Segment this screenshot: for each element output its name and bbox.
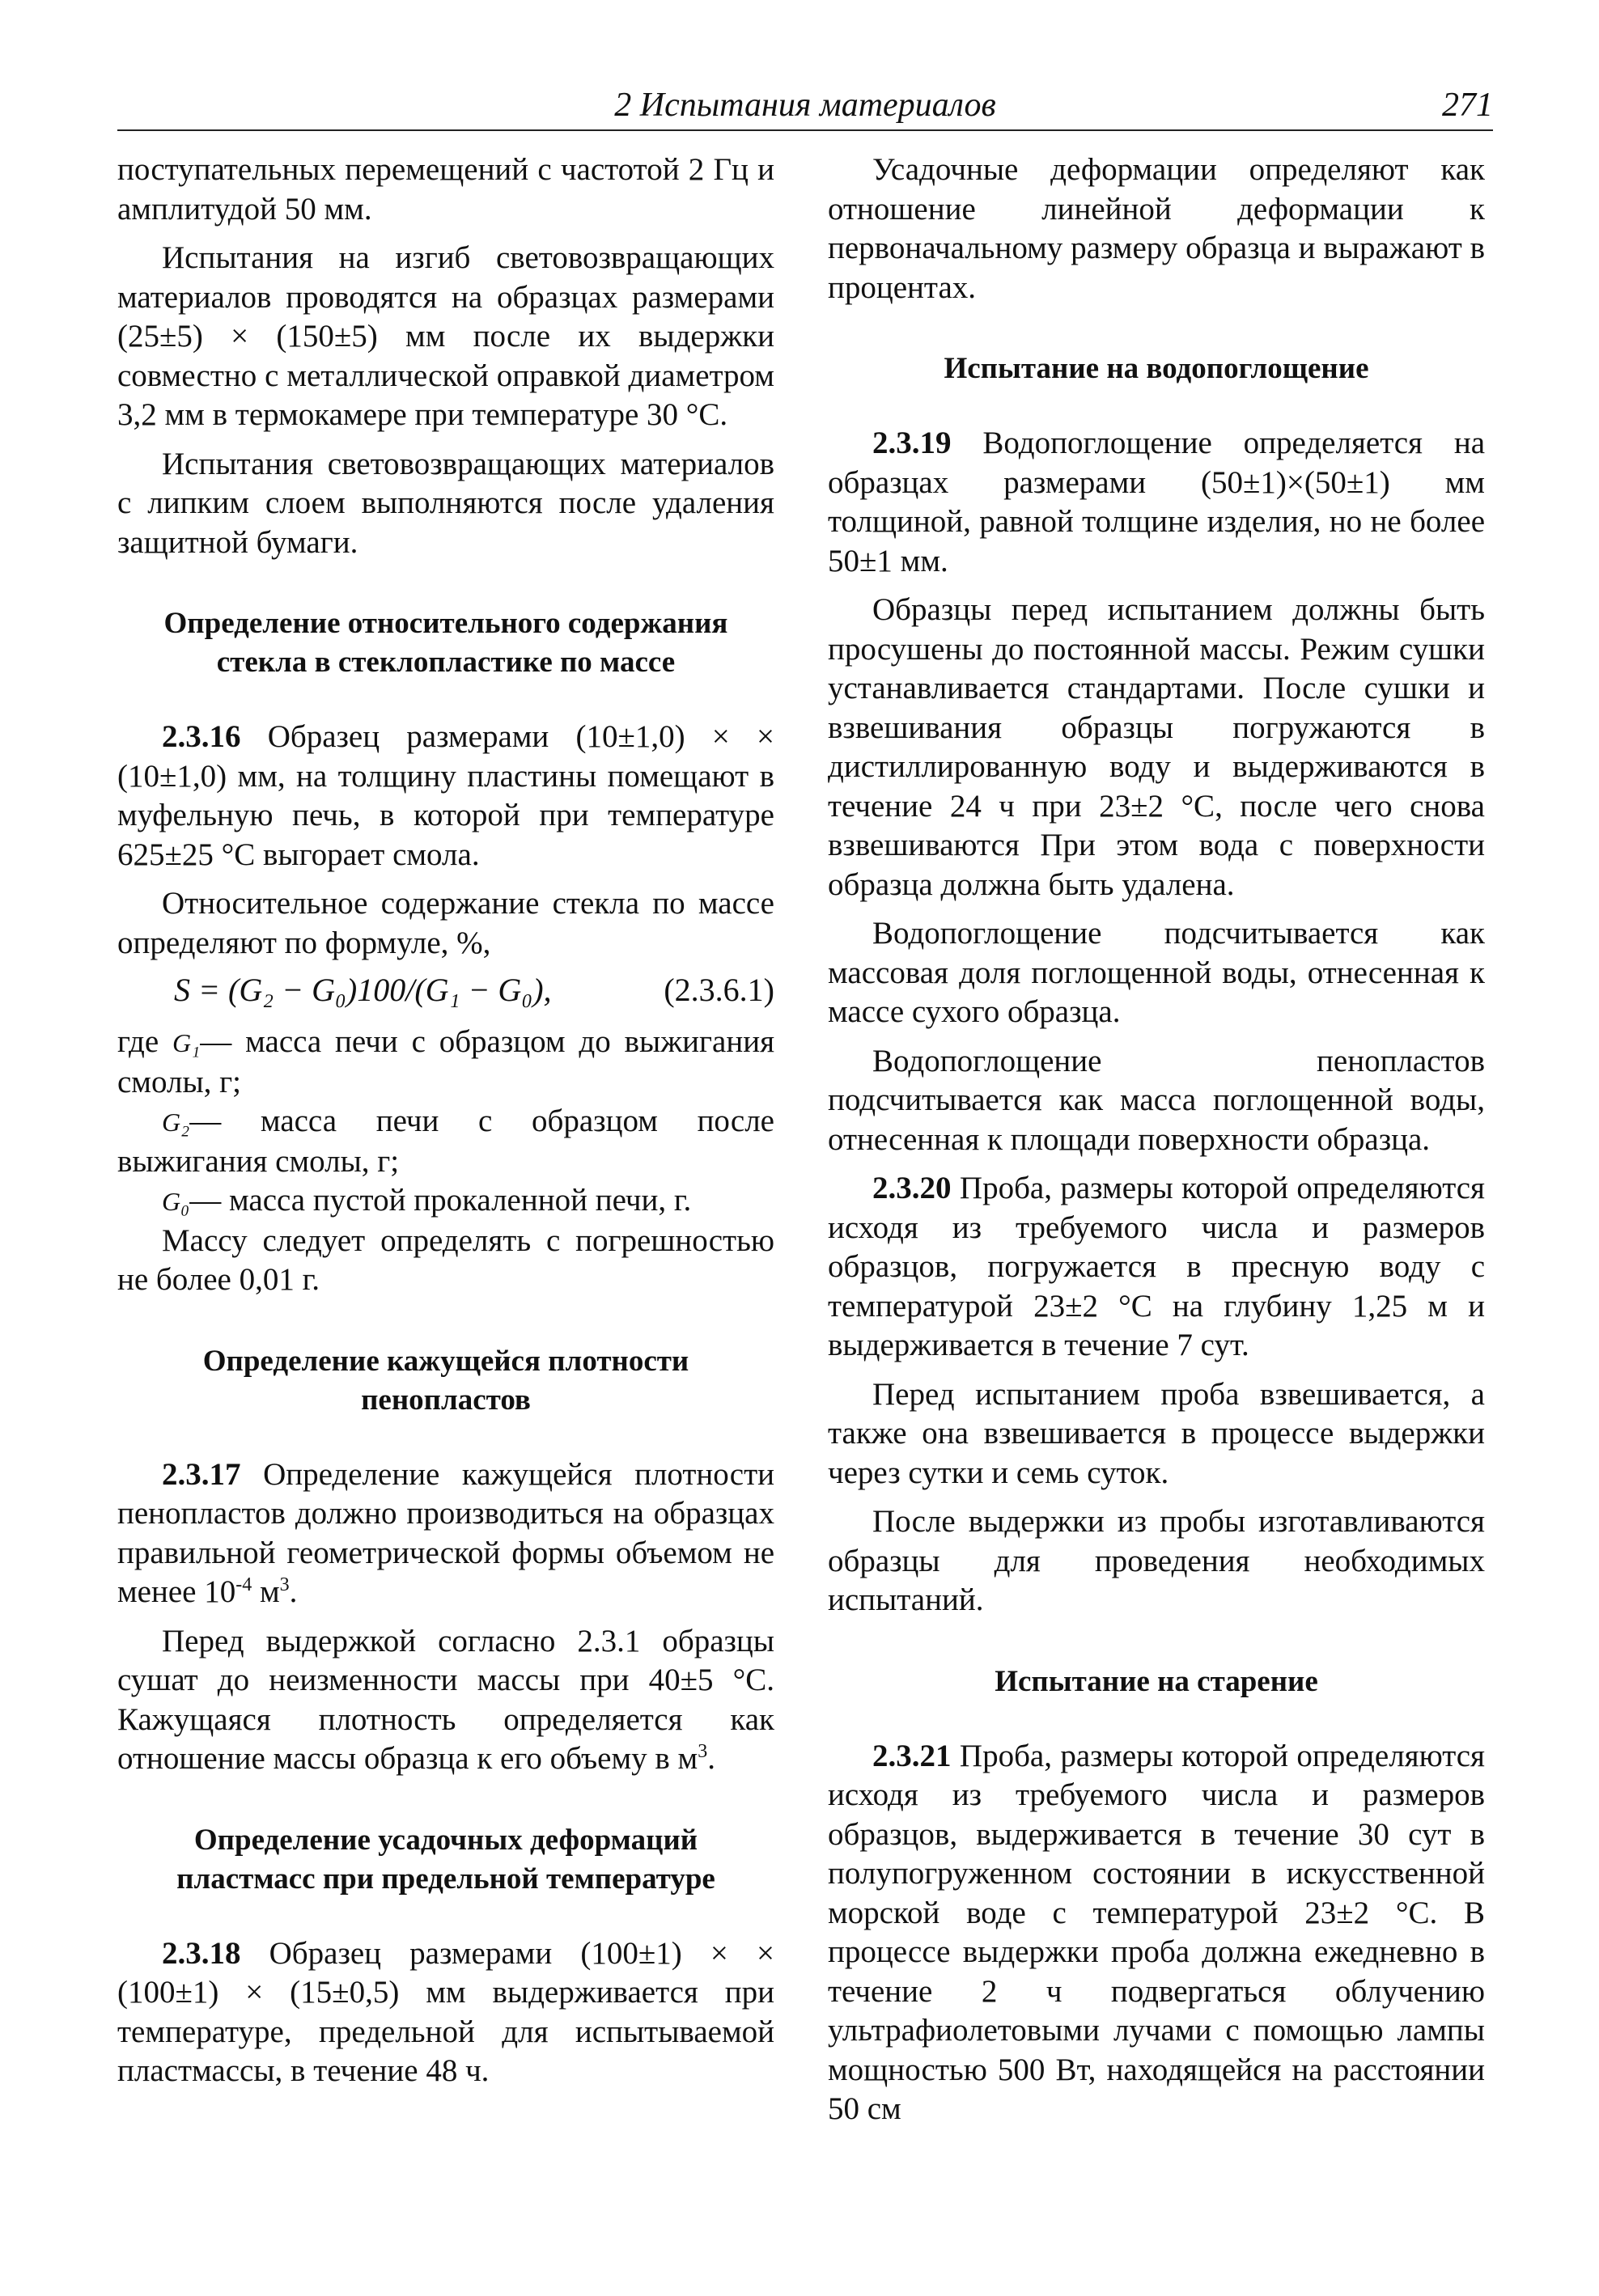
variable-symbol: G₀ bbox=[162, 1187, 190, 1216]
heading-line: пластмасс при предельной температуре bbox=[176, 1862, 715, 1896]
heading-line: пенопластов bbox=[361, 1383, 531, 1417]
paragraph-drying bbox=[117, 1622, 774, 1779]
clause-number: 2.3.18 bbox=[162, 1935, 241, 1971]
section-heading-aging bbox=[828, 1663, 1485, 1701]
period: . bbox=[707, 1741, 715, 1776]
paragraph-text: Перед выдержкой согласно 2.3.1 образцы сушат до неизменности массы при 40±5 °С. Кажущаяся плотность определяется как отношение массы образца к его объему в м bbox=[117, 1623, 774, 1776]
paragraph-drying-procedure: Образцы перед испытанием должны быть просушены до постоянной массы. Режим сушки устанавливается стандартами. После сушки и взвешивания образцы погружаются в дистиллированную воду и выдерживаются в течение 24 ч при 23±2 °С, после чего снова взвешиваются При этом вода с поверхности образца должна быть удалена. bbox=[828, 592, 1485, 902]
clause-text: Определение кажущейся плотности пенопластов должно производиться на образцах правильной геометрической формы объемом не менее 10 bbox=[117, 1456, 774, 1609]
definition-g1 bbox=[117, 1023, 774, 1102]
definition-text: — масса пустой прокаленной печи, г. bbox=[189, 1183, 692, 1218]
running-title: 2 Испытания материалов bbox=[614, 87, 996, 124]
paragraph-2-3-16 bbox=[117, 718, 774, 875]
clause-text: Водопоглощение определяется на образцах размерами (50±1)×(50±1) мм толщиной, равной толщине изделия, но не более 50±1 мм. bbox=[828, 426, 1485, 578]
heading-line: Определение кажущейся плотности bbox=[202, 1344, 689, 1378]
paragraph-2-3-20 bbox=[828, 1169, 1485, 1366]
paragraph-continuation: поступательных перемещений с частотой 2 Гц и амплитудой 50 мм. bbox=[117, 152, 774, 227]
heading-line: Испытание на старение bbox=[995, 1664, 1318, 1698]
paragraph-absorption-calc: Водопоглощение подсчитывается как массовая доля поглощенной воды, отнесенная к массе сухого образца. bbox=[828, 916, 1485, 1029]
heading-line: Испытание на водопоглощение bbox=[944, 352, 1369, 385]
clause-text: Проба, размеры которой определяются исходя из требуемого числа и размеров образцов, выдерживается в течение 30 сут в полупогруженном состоянии в искусственной морской воде с температурой 23±2 °С. В процессе выдержки проба должна ежедневно в течение 2 ч подвергаться облучению ультрафиолетовыми лучами с помощью лампы мощностью 500 Вт, находящейся на расстоянии 50 см bbox=[828, 1738, 1485, 2126]
section-heading-apparent-density bbox=[117, 1342, 774, 1420]
section-heading-glass-content bbox=[117, 604, 774, 682]
paragraph-relative-content: Относительное содержание стекла по массе определяют по формуле, %, bbox=[117, 886, 774, 960]
right-column bbox=[828, 150, 1485, 2139]
heading-line: Определение усадочных деформаций bbox=[193, 1823, 698, 1857]
paragraph-shrinkage-def: Усадочные деформации определяют как отношение линейной деформации к первоначальному размеру образца и выражают в процентах. bbox=[828, 152, 1485, 305]
paragraph-2-3-18 bbox=[117, 1934, 774, 2091]
paragraph-foam-absorption: Водопоглощение пенопластов подсчитывается как масса поглощенной воды, отнесенная к площади поверхности образца. bbox=[828, 1043, 1485, 1157]
paragraph-2-3-17 bbox=[117, 1455, 774, 1612]
paragraph-samples: После выдержки из пробы изготавливаются образцы для проведения необходимых испытаний. bbox=[828, 1504, 1485, 1617]
exponent: 3 bbox=[698, 1741, 708, 1762]
clause-number: 2.3.16 bbox=[162, 719, 241, 754]
clause-text: Образец размерами (10±1,0) × × (10±1,0) мм, на толщину пластины помещают в муфельную печь, в которой при температуре 625±25 °С выгорает смола. bbox=[117, 719, 774, 872]
section-heading-shrinkage bbox=[117, 1821, 774, 1899]
paragraph-bend-test: Испытания на изгиб световозвращающих материалов проводятся на образцах размерами (25±5) × (150±5) мм после их выдержки совместно с металлической оправкой диаметром 3,2 мм в термокамере при температуре 30 °С. bbox=[117, 240, 774, 432]
where-word: где bbox=[117, 1024, 173, 1059]
paragraph-weighing: Перед испытанием проба взвешивается, а также она взвешивается в процессе выдержки через сутки и семь суток. bbox=[828, 1376, 1485, 1490]
exponent: -4 bbox=[235, 1574, 252, 1595]
running-header bbox=[117, 81, 1493, 131]
clause-number: 2.3.17 bbox=[162, 1456, 241, 1492]
paragraph-mass-accuracy: Массу следует определять с погрешностью не более 0,01 г. bbox=[117, 1222, 774, 1297]
variable-symbol: G₂ bbox=[162, 1108, 190, 1137]
clause-text: Проба, размеры которой определяются исходя из требуемого числа и размеров образцов, погружается в пресную воду с температурой 23±2 °С на глубину 1,25 м и выдерживается в течение 7 сут. bbox=[828, 1171, 1485, 1362]
period: . bbox=[289, 1574, 298, 1609]
heading-line: стекла в стеклопластике по массе bbox=[216, 646, 676, 679]
clause-number: 2.3.19 bbox=[872, 426, 952, 460]
left-column bbox=[117, 150, 774, 2101]
section-heading-water-absorption bbox=[828, 349, 1485, 388]
clause-text: Образец размерами (100±1) × × (100±1) × (15±0,5) мм выдерживается при температуре, предельной для испытываемой пластмассы, в течение 48 ч. bbox=[117, 1935, 774, 2088]
clause-number: 2.3.20 bbox=[872, 1171, 952, 1205]
heading-line: Определение относительного содержания bbox=[163, 607, 728, 640]
definition-g0 bbox=[117, 1181, 774, 1222]
variable-symbol: G₁ bbox=[172, 1028, 201, 1057]
paragraph-2-3-21 bbox=[828, 1737, 1485, 2129]
formula-block bbox=[117, 964, 774, 1016]
definition-text: — масса печи с образцом после выжигания смолы, г; bbox=[117, 1104, 774, 1179]
unit: м bbox=[252, 1574, 280, 1609]
paragraph-2-3-19 bbox=[828, 424, 1485, 581]
exponent: 3 bbox=[279, 1574, 290, 1595]
clause-number: 2.3.21 bbox=[872, 1738, 952, 1773]
definition-text: — масса печи с образцом до выжигания смолы, г; bbox=[117, 1024, 775, 1099]
formula-number: (2.3.6.1) bbox=[664, 972, 774, 1008]
paragraph-adhesive-layer: Испытания световозвращающих материалов с липким слоем выполняются после удаления защитной бумаги. bbox=[117, 446, 774, 560]
page-number: 271 bbox=[1442, 87, 1493, 124]
definition-g2 bbox=[117, 1102, 774, 1181]
formula: S = (G₂ − G₀)100/(G₁ − G₀), bbox=[174, 972, 552, 1008]
